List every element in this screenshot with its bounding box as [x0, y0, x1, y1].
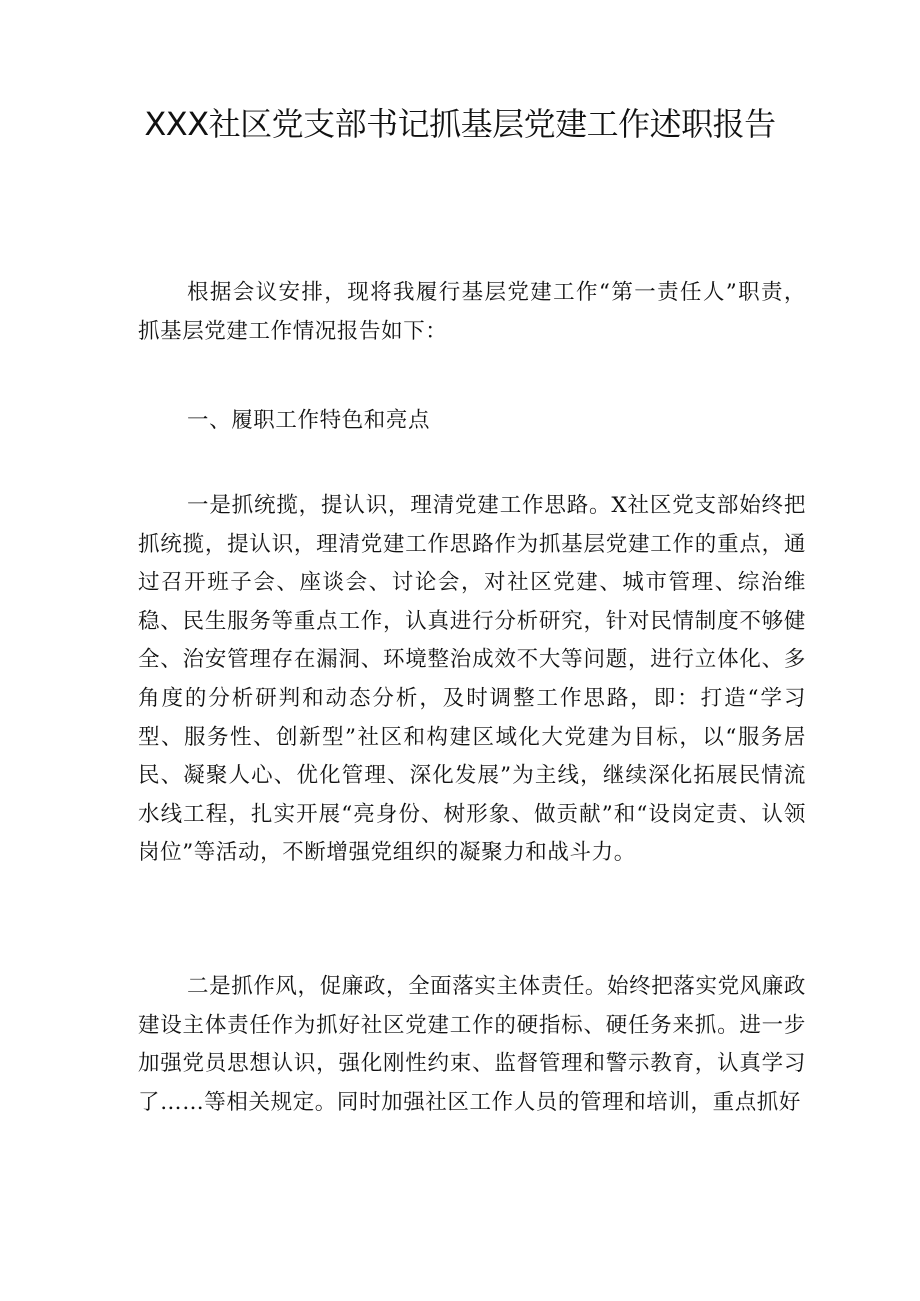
intro-paragraph: 根据会议安排，现将我履行基层党建工作“第一责任人”职责，抓基层党建工作情况报告如下： [138, 280, 806, 344]
section-heading: 一、履职工作特色和亮点 [187, 408, 431, 433]
body-paragraph: 二是抓作风，促廉政，全面落实主体责任。始终把落实党风廉政建设主体责任作为抓好社区党建工作的硬指标、硬任务来抓。进一步加强党员思想认识，强化刚性约束、监督管理和警示教育，认真学习了……等相关规定。同时加强社区工作人员的管理和培训，重点抓好 [138, 974, 806, 1115]
document-title: XXX社区党支部书记抓基层党建工作述职报告 [144, 105, 776, 143]
body-paragraph: 一是抓统揽，提认识，理清党建工作思路。X社区党支部始终把抓统揽，提认识，理清党建工作思路作为抓基层党建工作的重点，通过召开班子会、座谈会、讨论会，对社区党建、城市管理、综治维稳、民生服务等重点工作，认真进行分析研究，针对民情制度不够健全、治安管理存在漏洞、环境整治成效不大等问题，进行立体化、多角度的分析研判和动态分析，及时调整工作思路，即：打造“学习型、服务性、创新型”社区和构建区域化大党建为目标，以“服务居民、凝聚人心、优化管理、深化发展”为主线，继续深化拓展民情流水线工程，扎实开展“亮身份、树形象、做贡献”和“设岗定责、认领岗位”等活动，不断增强党组织的凝聚力和战斗力。 [138, 493, 806, 866]
